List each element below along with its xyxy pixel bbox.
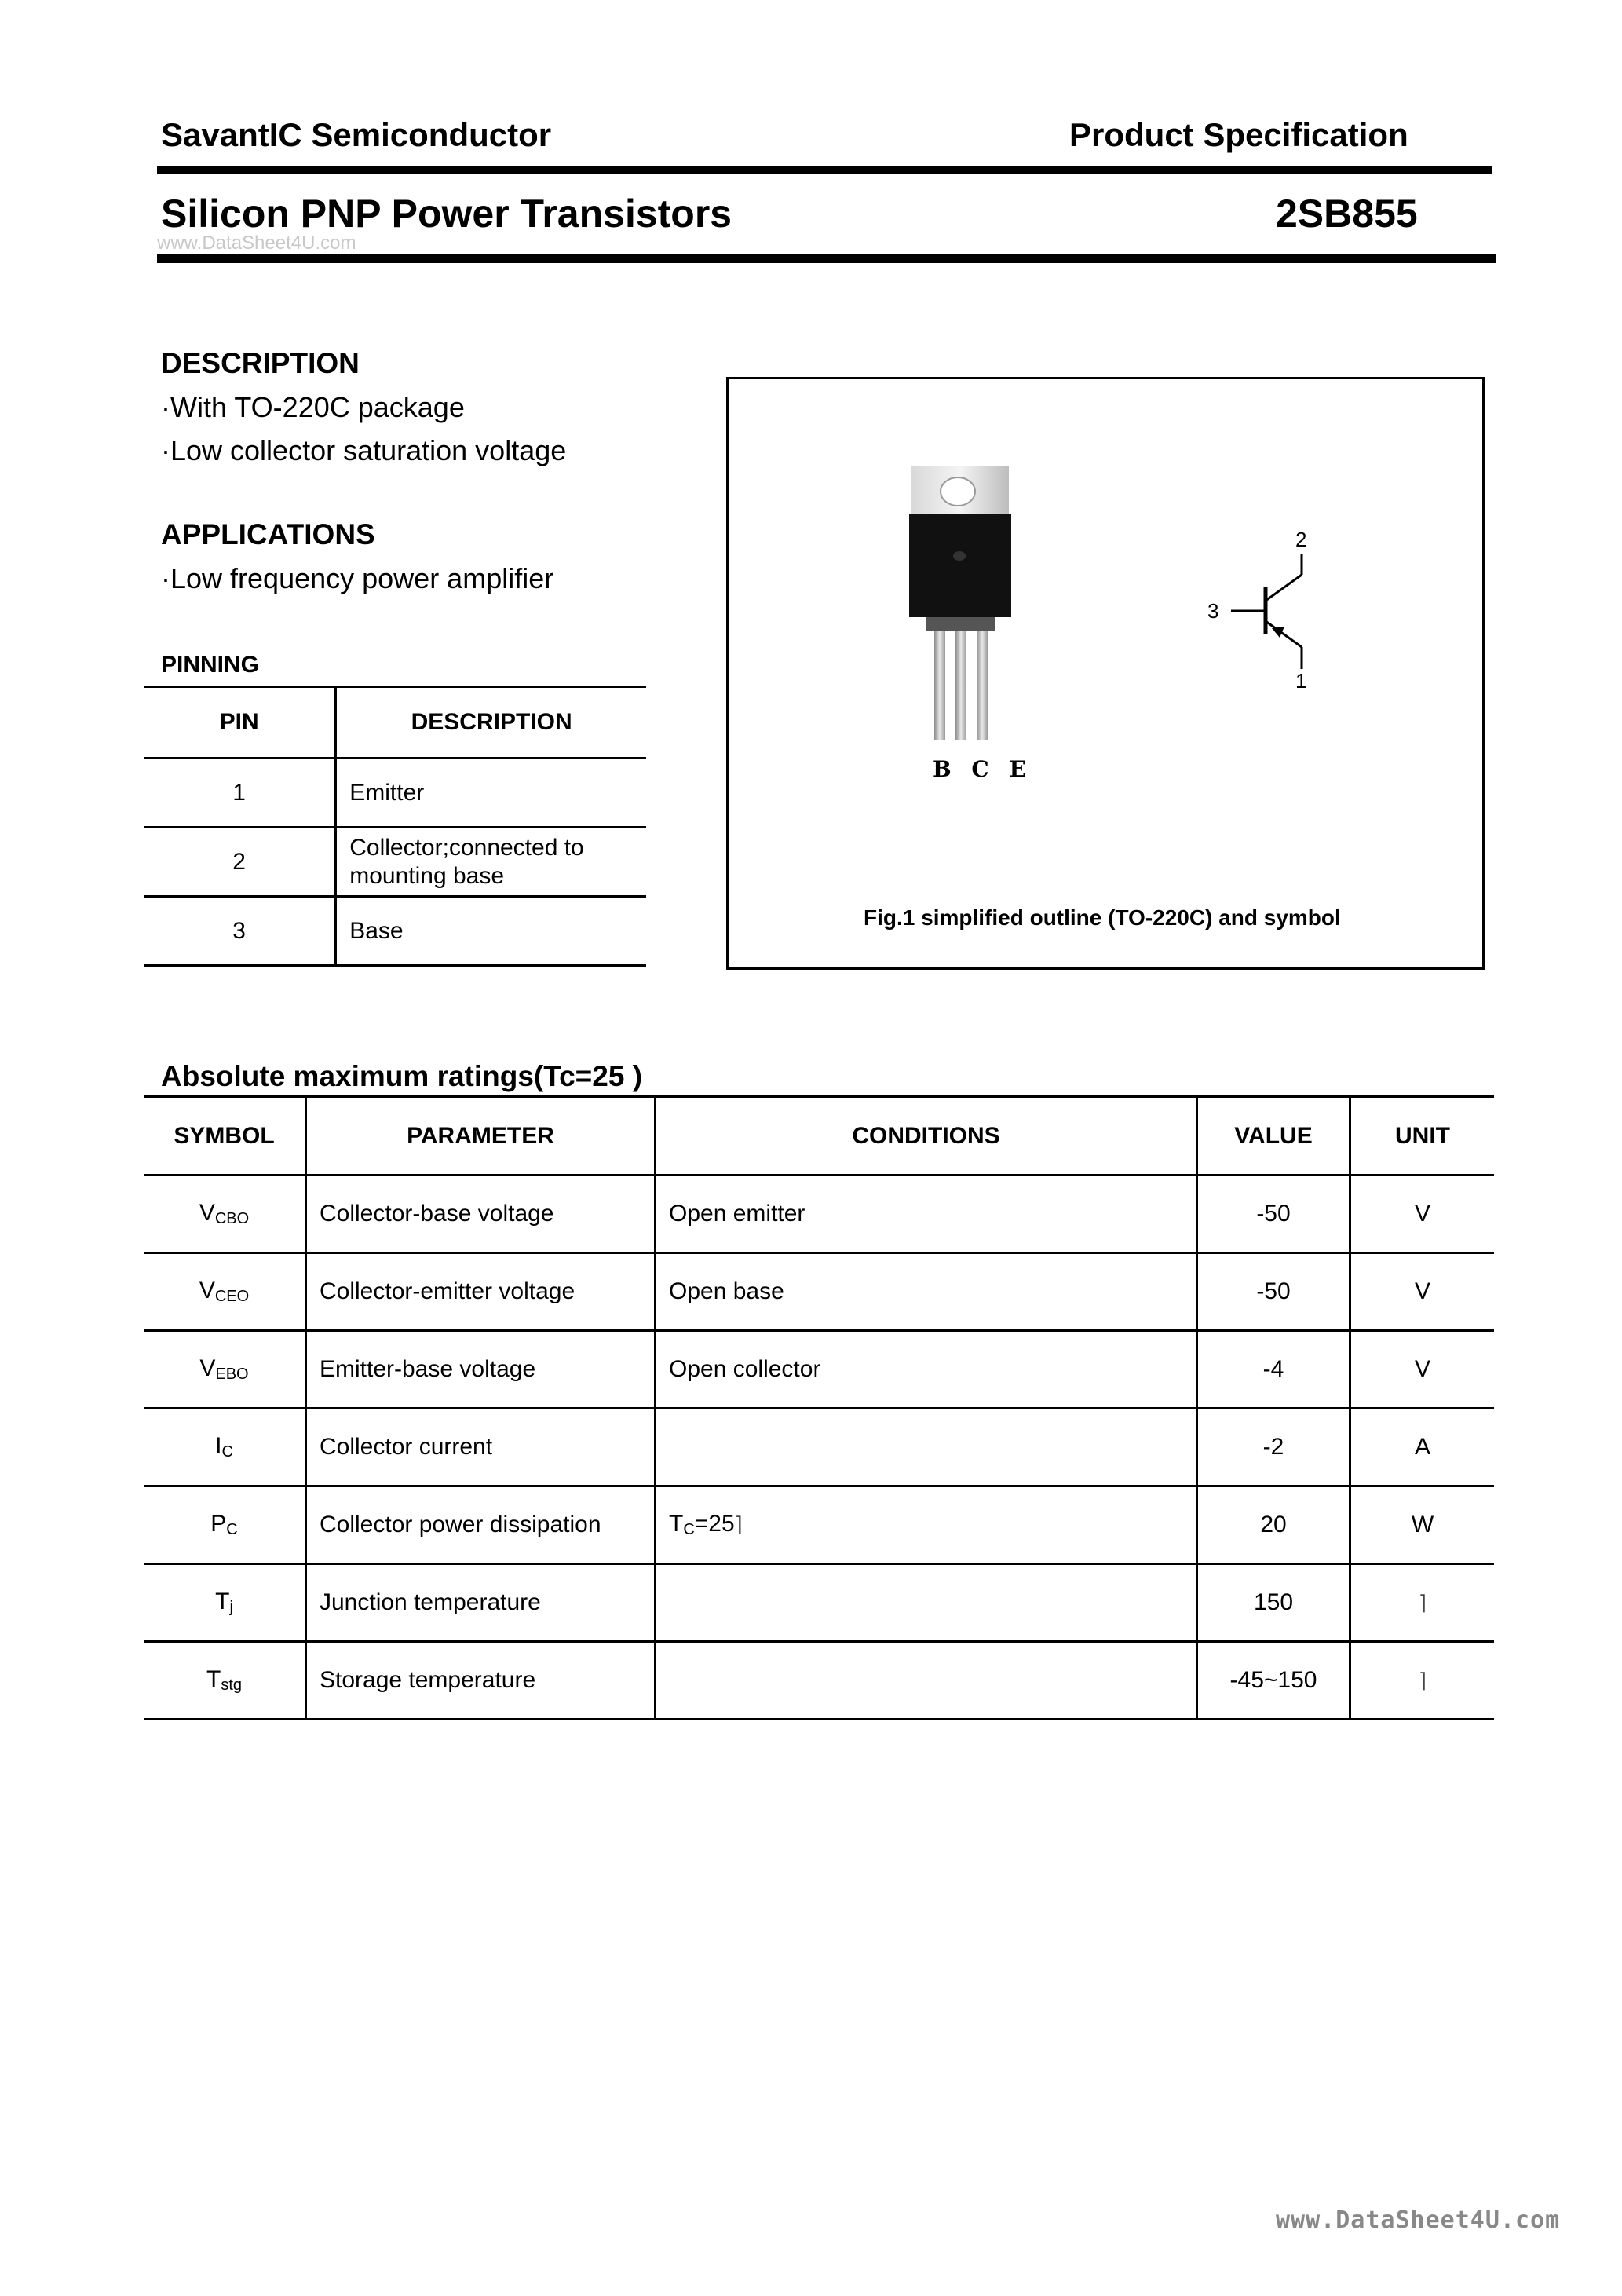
conditions-cell	[656, 1564, 1197, 1642]
table-row	[144, 1486, 1494, 1564]
header-rule	[157, 166, 1492, 174]
applications-heading: APPLICATIONS	[161, 518, 375, 550]
conditions-cell: Open collector	[656, 1331, 1197, 1409]
pnp-transistor-symbol	[1201, 526, 1343, 699]
table-row	[144, 897, 646, 966]
col-unit: UNIT	[1350, 1097, 1495, 1175]
lead-shoulder	[926, 617, 995, 631]
value-cell: 20	[1197, 1486, 1350, 1564]
value-cell: -50	[1197, 1175, 1350, 1253]
figure-caption: Fig.1 simplified outline (TO-220C) and symbol	[864, 905, 1341, 930]
symbol-pin-1: 1	[1295, 669, 1307, 693]
value-cell: -45~150	[1197, 1642, 1350, 1720]
unit-cell: V	[1350, 1175, 1495, 1253]
symbol-cell: $T_j$	[144, 1564, 306, 1642]
lead-collector	[955, 631, 966, 740]
degree-glyph-icon: ⌉	[1418, 1669, 1427, 1693]
pin-number: 3	[144, 897, 336, 966]
col-conditions: CONDITIONS	[656, 1097, 1197, 1175]
conditions-cell	[656, 1409, 1197, 1486]
package-body	[909, 514, 1011, 617]
value-cell: -50	[1197, 1253, 1350, 1331]
to220-package-image	[895, 463, 1036, 746]
watermark-top: www.DataSheet4U.com	[157, 232, 356, 254]
symbol-cell: $V_{CBO}$	[144, 1175, 306, 1253]
parameter-cell: Junction temperature	[306, 1564, 656, 1642]
pin-description: Emitter	[336, 759, 646, 828]
table-row	[144, 1253, 1494, 1331]
symbol-cell: $V_{CEO}$	[144, 1253, 306, 1331]
parameter-cell: Collector-base voltage	[306, 1175, 656, 1253]
table-row	[144, 1331, 1494, 1409]
watermark-footer[interactable]: www.DataSheet4U.com	[1276, 2206, 1561, 2234]
col-symbol: SYMBOL	[144, 1097, 306, 1175]
symbol-pin-2: 2	[1295, 528, 1307, 551]
description-heading: DESCRIPTION	[161, 347, 360, 379]
description-item: ·With TO-220C package	[161, 391, 465, 423]
table-row	[144, 1175, 1494, 1253]
package-pin-labels: B C E	[933, 756, 1032, 782]
table-row	[144, 1564, 1494, 1642]
parameter-cell: Storage temperature	[306, 1642, 656, 1720]
conditions-cell: Open base	[656, 1253, 1197, 1331]
emitter-lead	[1266, 621, 1302, 647]
part-number: 2SB855	[1276, 192, 1418, 236]
symbol-cell: $T_{stg}$	[144, 1642, 306, 1720]
collector-lead	[1266, 575, 1302, 601]
pin-description: Base	[336, 897, 646, 966]
symbol-cell: $P_C$	[144, 1486, 306, 1564]
degree-glyph-icon: ⌉	[734, 1513, 743, 1537]
value-cell: 150	[1197, 1564, 1350, 1642]
col-pin: PIN	[144, 687, 336, 759]
pinning-heading: PINNING	[161, 652, 260, 678]
col-description: DESCRIPTION	[336, 687, 646, 759]
pinning-table	[144, 686, 646, 967]
unit-cell: W	[1350, 1486, 1495, 1564]
table-row	[144, 1642, 1494, 1720]
lead-emitter	[977, 631, 988, 740]
table-row	[144, 759, 646, 828]
parameter-cell: Collector power dissipation	[306, 1486, 656, 1564]
conditions-cell: Open emitter	[656, 1175, 1197, 1253]
unit-cell: V	[1350, 1331, 1495, 1409]
col-parameter: PARAMETER	[306, 1097, 656, 1175]
applications-item: ·Low frequency power amplifier	[161, 562, 554, 594]
value-cell: -2	[1197, 1409, 1350, 1486]
doc-type: Product Specification	[1069, 116, 1408, 153]
lead-base	[934, 631, 945, 740]
unit-cell: A	[1350, 1409, 1495, 1486]
parameter-cell: Emitter-base voltage	[306, 1331, 656, 1409]
title-rule	[157, 254, 1496, 263]
description-item: ·Low collector saturation voltage	[161, 434, 567, 466]
unit-cell	[1350, 1564, 1495, 1642]
conditions-cell	[656, 1642, 1197, 1720]
pinning-header-row	[144, 687, 646, 759]
conditions-cell: $T_C=25⌉$	[656, 1486, 1197, 1564]
value-cell: -4	[1197, 1331, 1350, 1409]
degree-glyph-icon: ⌉	[1418, 1592, 1427, 1615]
company-name: SavantIC Semiconductor	[161, 116, 552, 153]
symbol-cell: $V_{EBO}$	[144, 1331, 306, 1409]
parameter-cell: Collector current	[306, 1409, 656, 1486]
parameter-cell: Collector-emitter voltage	[306, 1253, 656, 1331]
package-mark	[953, 551, 966, 561]
ratings-header-row	[144, 1097, 1494, 1175]
symbol-pin-3: 3	[1207, 599, 1219, 623]
pin-number: 2	[144, 828, 336, 897]
symbol-cell: $I_C$	[144, 1409, 306, 1486]
ratings-table	[144, 1095, 1494, 1720]
table-row	[144, 828, 646, 897]
figure-box	[726, 377, 1485, 970]
pin-description: Collector;connected to mounting base	[336, 828, 646, 897]
unit-cell: V	[1350, 1253, 1495, 1331]
page-title: Silicon PNP Power Transistors	[161, 192, 732, 236]
col-value: VALUE	[1197, 1097, 1350, 1175]
table-row	[144, 1409, 1494, 1486]
unit-cell	[1350, 1642, 1495, 1720]
pin-number: 1	[144, 759, 336, 828]
mounting-hole	[941, 477, 975, 506]
ratings-heading: Absolute maximum ratings(Tc=25 )	[161, 1060, 643, 1092]
